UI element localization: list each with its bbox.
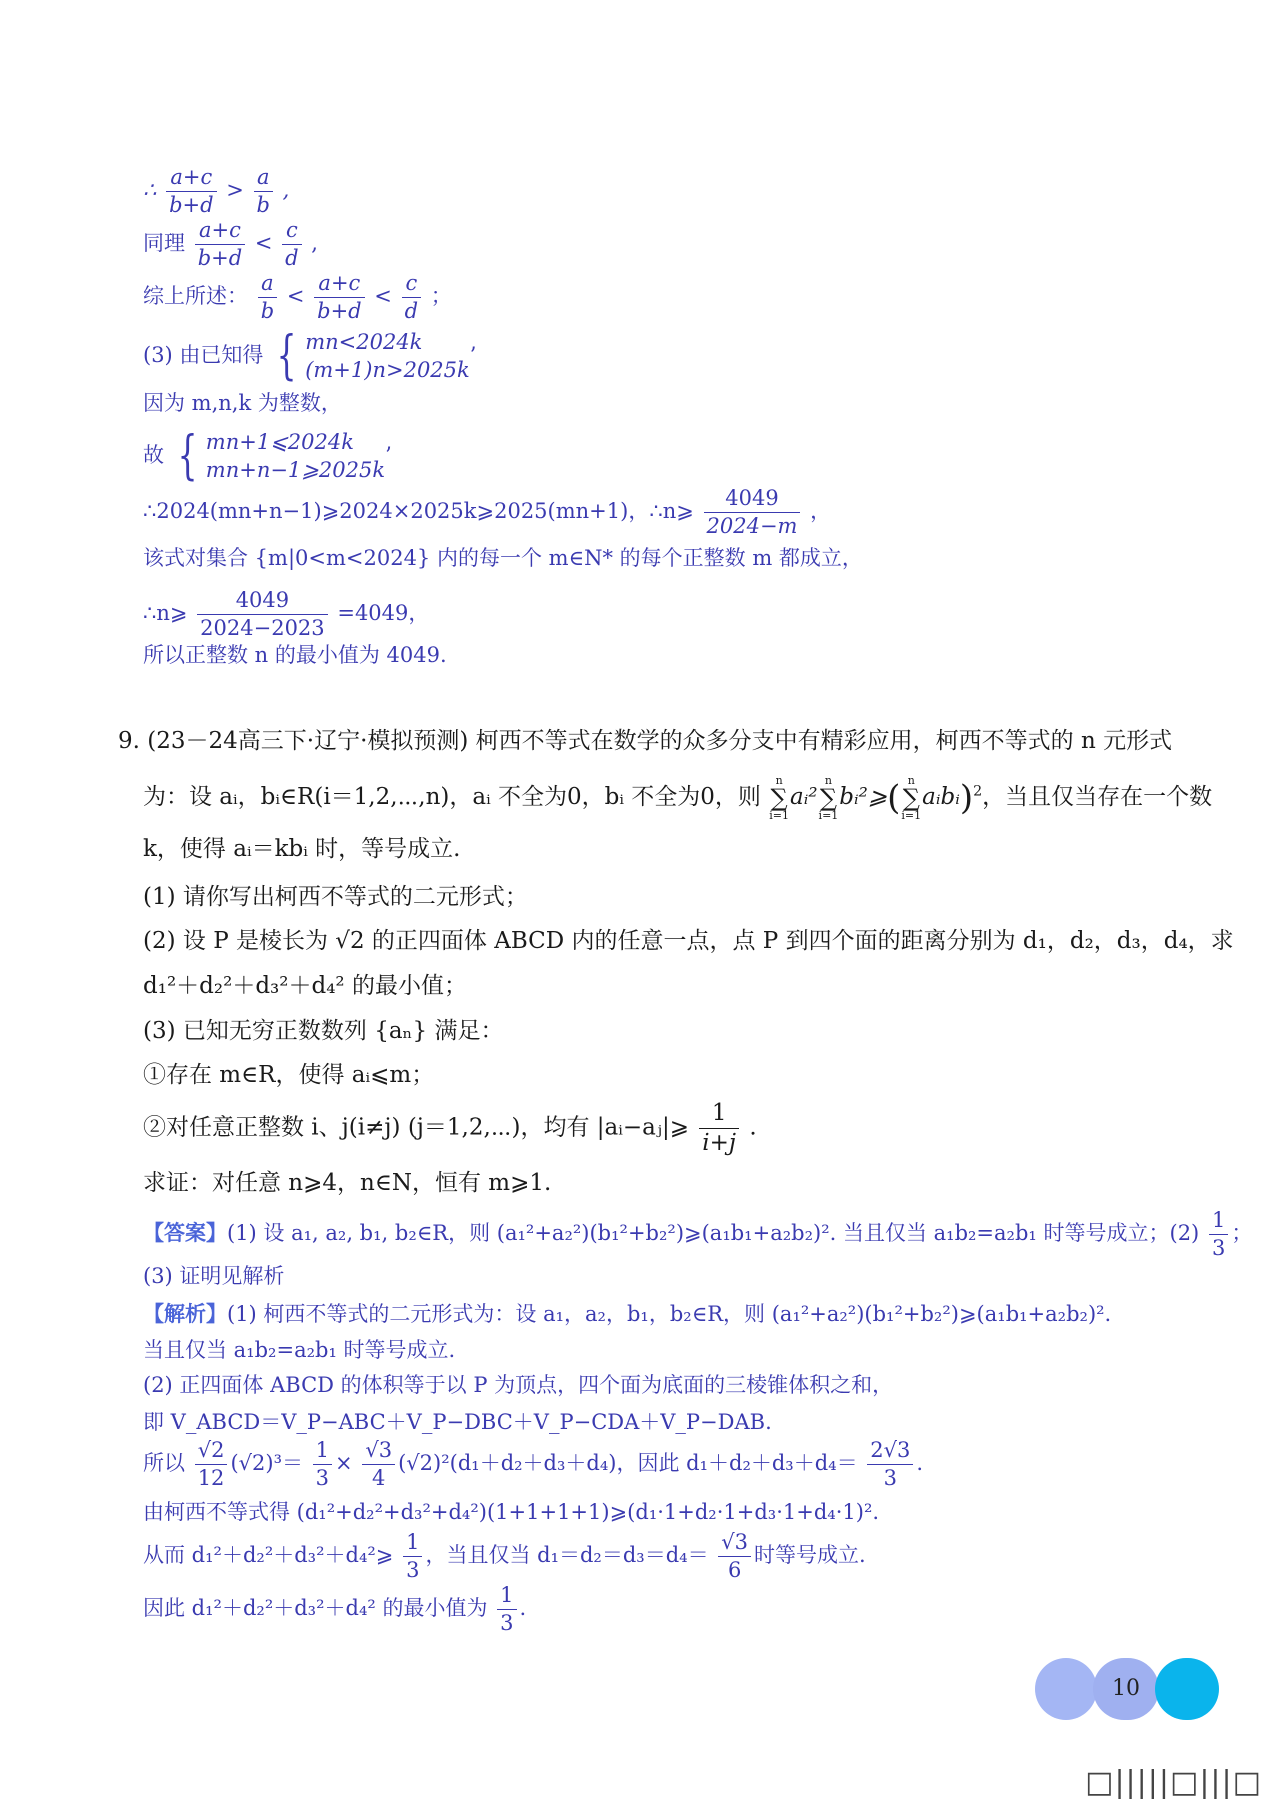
analysis-line-8: 因此 d₁²＋d₂²＋d₃²＋d₄² 的最小值为 $\frac{1}{3}$ . xyxy=(143,1583,527,1635)
page-number: 10 xyxy=(1112,1676,1140,1701)
solution-line-6: 故 { mn+1⩽2024k mn+n−1⩾2025k ’ xyxy=(143,426,392,487)
answer-line-1: 【答案】(1) 设 a₁, a₂, b₁, b₂∈R，则 (a₁²+a₂²)(b₁²+b₂²)⩾(a₁b₁+a₂b₂)². 当且仅当 a₁b₂=a₂b₁ 时等号成立；(2) $\frac{1}{3}$ ； xyxy=(143,1208,1253,1260)
answer-tag: 【答案】 xyxy=(143,1220,227,1245)
solution-line-2: 同理 $\frac{a+c}{b+d}$ < $\frac{c}{d}$ , xyxy=(143,218,318,270)
solution-line-3: 综上所述： $\frac{a}{b}$ < $\frac{a+c}{b+d}$ < $\frac{c}{d}$ ； xyxy=(143,271,452,323)
analysis-line-6: 由柯西不等式得 (d₁²+d₂²+d₃²+d₄²)(1+1+1+1)⩾(d₁·1+d₂·1+d₃·1+d₄·1)². xyxy=(143,1500,880,1524)
solution-line-7: ∴2024(mn+n−1)⩾2024×2025k⩾2025(mn+1)，∴n⩾ $\frac{4049}{2024-m}$ ， xyxy=(143,486,832,538)
solution-line-1: ∴ $\frac{a+c}{b+d}$ > $\frac{a}{b}$ , xyxy=(143,165,290,217)
question-line-8: ①存在 m∈R，使得 aᵢ⩽m； xyxy=(143,1062,435,1088)
page-badge-right-circle xyxy=(1155,1658,1219,1720)
question-line-10: 求证：对任意 n⩾4，n∈N，恒有 m⩾1. xyxy=(143,1170,552,1196)
analysis-line-5: 所以 $\frac{√2}{12}$ (√2)³＝ $\frac{1}{3}$ × $\frac{√3}{4}$ (√2)²(d₁＋d₂＋d₃＋d₄)，因此 d₁＋d₂＋d₃＋d₄＝ $\frac{2√3}{3}$ . xyxy=(143,1438,924,1490)
analysis-tag: 【解析】 xyxy=(143,1301,227,1326)
analysis-line-2: 当且仅当 a₁b₂=a₂b₁ 时等号成立. xyxy=(143,1338,456,1362)
question-line-1: 9. (23－24高三下·辽宁·模拟预测) 柯西不等式在数学的众多分支中有精彩应用，柯西不等式的 n 元形式 xyxy=(118,728,1173,754)
analysis-line-3: (2) 正四面体 ABCD 的体积等于以 P 为顶点，四个面为底面的三棱锥体积之和， xyxy=(143,1373,894,1397)
question-line-3: k，使得 aᵢ＝kbᵢ 时，等号成立. xyxy=(143,836,461,862)
question-line-2: 为：设 aᵢ，bᵢ∈R(i＝1,2,⋯,n)，aᵢ 不全为0，bᵢ 不全为0，则 n ∑ i=1 aᵢ² n ∑ i=1 bᵢ²⩾( n ∑ i=1 aᵢbᵢ)$^2$，当且仅当存在一个数 xyxy=(143,774,1213,822)
question-line-5: (2) 设 P 是棱长为 √2 的正四面体 ABCD 内的任意一点，点 P 到四个面的距离分别为 d₁，d₂，d₃，d₄，求 xyxy=(143,928,1234,954)
solution-line-9: ∴n⩾ $\frac{4049}{2024-2023}$ =4049， xyxy=(143,588,430,640)
question-line-6: d₁²＋d₂²＋d₃²＋d₄² 的最小值； xyxy=(143,973,467,999)
solution-line-4: (3) 由已知得 { mn<2024k (m+1)n>2025k ’ xyxy=(143,326,477,387)
analysis-line-4: 即 V_ABCD＝V_P−ABC＋V_P−DBC＋V_P−CDA＋V_P−DAB. xyxy=(143,1410,772,1434)
solution-line-8: 该式对集合 {m|0<m<2024} 内的每一个 m∈N* 的每个正整数 m 都成立， xyxy=(143,546,863,570)
solution-line-10: 所以正整数 n 的最小值为 4049. xyxy=(143,643,447,667)
watermark-logo: □|||||□|||□ xyxy=(1085,1765,1262,1800)
solution-line-5: 因为 m,n,k 为整数， xyxy=(143,391,342,415)
analysis-line-1: 【解析】(1) 柯西不等式的二元形式为：设 a₁，a₂，b₁，b₂∈R，则 (a₁²+a₂²)(b₁²+b₂²)⩾(a₁b₁+a₂b₂)². xyxy=(143,1301,1112,1326)
page-badge-left-circle xyxy=(1035,1658,1097,1720)
question-line-4: (1) 请你写出柯西不等式的二元形式； xyxy=(143,884,528,910)
question-line-7: (3) 已知无穷正数数列 {aₙ} 满足： xyxy=(143,1018,504,1044)
answer-line-2: (3) 证明见解析 xyxy=(143,1264,285,1288)
question-line-9: ②对任意正整数 i、j(i≠j) (j＝1,2,⋯)，均有 |aᵢ−aⱼ|⩾ $\frac{1}{i+j}$ . xyxy=(143,1100,757,1156)
analysis-line-7: 从而 d₁²＋d₂²＋d₃²＋d₄²⩾ $\frac{1}{3}$ ，当且仅当 d₁＝d₂＝d₃＝d₄＝ $\frac{√3}{6}$ 时等号成立. xyxy=(143,1530,866,1582)
